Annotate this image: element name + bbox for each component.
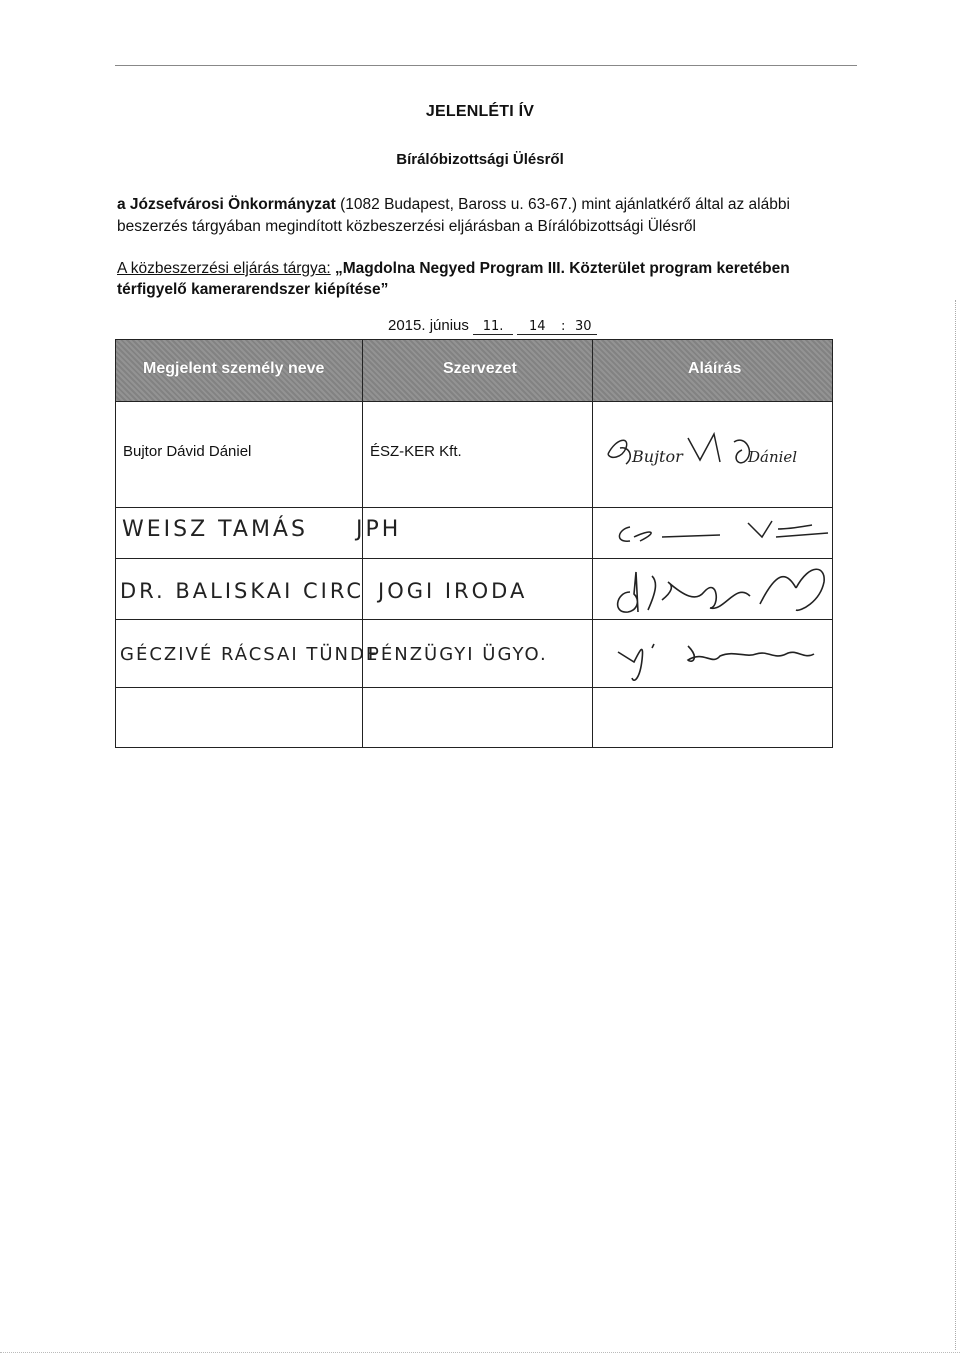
document-title: JELENLÉTI ÍV [425, 103, 535, 120]
date-hour: 14 [517, 320, 557, 335]
date-minute: 30 [569, 320, 597, 335]
procurement-subject [117, 258, 862, 300]
signature-geczine [600, 620, 832, 686]
table-header [116, 340, 832, 402]
intro-paragraph [117, 194, 857, 238]
attendee-name: Bujtor Dávid Dániel [123, 443, 252, 460]
row-divider [116, 687, 832, 688]
attendee-name: DR. BALISKAI CIRC [120, 579, 365, 603]
attendee-name: GÉCZIVÉ RÁCSAI TÜNDE [120, 644, 380, 665]
subject-label: A közbeszerzési eljárás tárgya: [117, 260, 331, 277]
meeting-date [388, 317, 597, 335]
column-divider [592, 340, 593, 747]
attendee-organisation: PÉNZÜGYI ÜGYO. [368, 644, 548, 665]
scan-edge-bottom [0, 1352, 960, 1353]
signature-weisz [600, 507, 832, 557]
document-subtitle: Bírálóbizottsági Ülésről [396, 151, 564, 168]
attendee-organisation: ÉSZ-KER Kft. [370, 443, 462, 460]
date-prefix: 2015. június [388, 317, 469, 334]
svg-text:Dániel: Dániel [748, 448, 798, 466]
date-day: 11. [473, 320, 513, 335]
signature-bujtor [596, 424, 828, 484]
header-organisation: Szervezet [443, 360, 517, 377]
attendance-table [115, 339, 833, 748]
top-rule [115, 65, 857, 66]
intro-text: (1082 Budapest, Baross u. 63-67.) mint ajánlatkérő által az alábbi beszerzés tárgyában megindított közbeszerzési eljárásban a Bírálóbizottsági Ülésről [117, 196, 790, 235]
attendee-name: WEISZ TAMÁS [122, 517, 308, 542]
header-name: Megjelent személy neve [143, 360, 325, 377]
header-signature: Aláírás [688, 360, 742, 377]
signature-baliskai [600, 552, 832, 622]
subject-text: „Magdolna Negyed Program III. Közterület program keretében térfigyelő kamerarendszer kiépítése” [117, 260, 790, 298]
column-divider [362, 340, 363, 747]
svg-text:Bujtor: Bujtor [632, 447, 683, 466]
scan-edge-right [955, 300, 956, 1350]
intro-organisation: a Józsefvárosi Önkormányzat [117, 196, 336, 213]
attendee-organisation: JPH [356, 517, 402, 542]
date-separator: : [557, 320, 569, 335]
attendee-organisation: JOGI IRODA [378, 579, 528, 603]
